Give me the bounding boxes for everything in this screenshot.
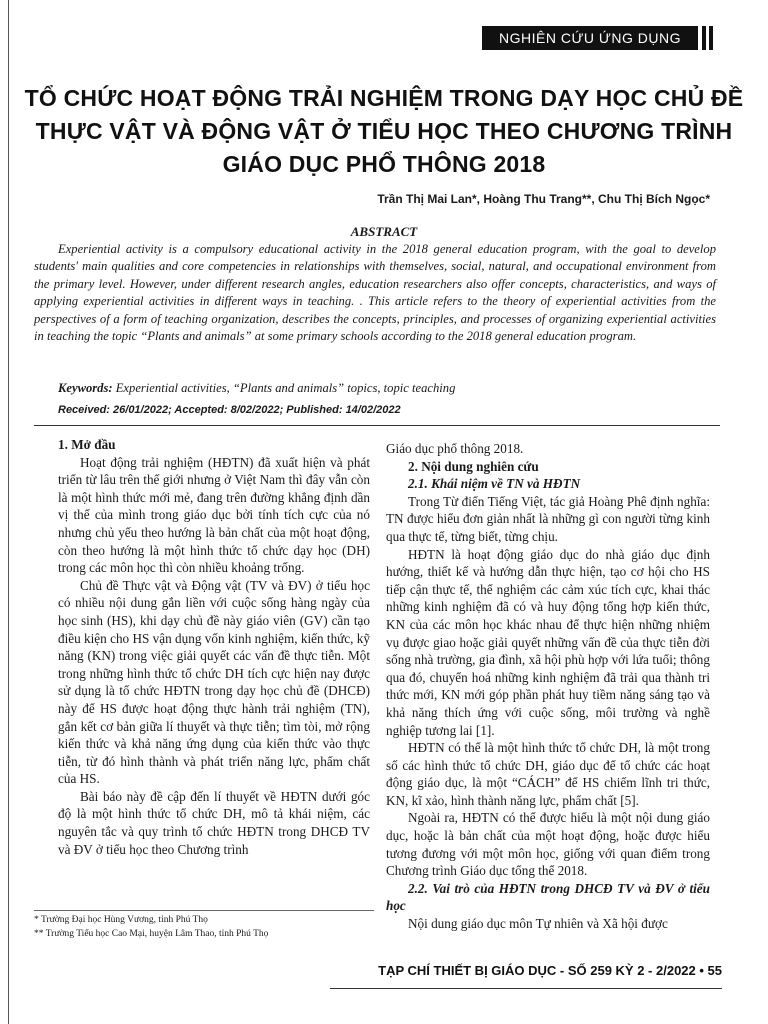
divider [34, 425, 720, 426]
subsection-heading: 2.1. Khái niệm về TN và HĐTN [408, 476, 581, 492]
paragraph: Hoạt động trải nghiệm (HĐTN) đã xuất hiện và phát triển từ lâu trên thế giới nhưng ở Việt Nam thì đây vẫn còn là một hình thức mới mẻ, đang trên đường khẳng định dần vị thế của mình trong giáo dục bởi tính tích cực của nó nhưng chủ yếu theo hướng là bản chất của một hoạt động, còn theo hướng là một hình thức tổ chức dạy học (DH) trong các môn học thì còn nhiều khoảng trống. [58, 454, 370, 576]
article-title: TỔ CHỨC HOẠT ĐỘNG TRẢI NGHIỆM TRONG DẠY HỌC CHỦ ĐỀ THỰC VẬT VÀ ĐỘNG VẬT Ở TIỂU HỌC THEO CHƯƠNG TRÌNH GIÁO DỤC PHỔ THÔNG 2018 [24, 85, 744, 177]
keywords [58, 381, 718, 396]
footnote: * Trường Đại học Hùng Vương, tỉnh Phú Thọ [34, 915, 208, 925]
keywords-label: Keywords: [58, 381, 113, 395]
paragraph: HĐTN có thể là một hình thức tổ chức DH, là một trong số các hình thức tổ chức DH, giáo dục để tổ chức các hoạt động giáo dục, là một “CÁCH” để HS chiếm lĩnh tri thức, KN, kĩ xảo, hình thành năng lực, phẩm chất [5]. [386, 740, 710, 808]
section-tag: NGHIÊN CỨU ỨNG DỤNG [482, 26, 698, 50]
paragraph: Nội dung giáo dục môn Tự nhiên và Xã hội được [408, 916, 668, 932]
paragraph-continuation: Giáo dục phổ thông 2018. [386, 441, 524, 456]
section-heading: 2. Nội dung nghiên cứu [408, 458, 539, 474]
section-heading: 1. Mở đầu [58, 437, 116, 452]
paragraph: Trong Từ điển Tiếng Việt, tác giả Hoàng Phê định nghĩa: TN được hiểu đơn giản nhất là những gì con người từng kinh qua thực tế, từng biết, từng chịu. [386, 493, 710, 544]
paragraph: Bài báo này đề cập đến lí thuyết về HĐTN dưới góc độ là một hình thức tổ chức DH, mô tả khái niệm, các nguyên tắc và quy trình tổ chức HĐTN trong DHCĐ TV và ĐV ở tiểu học theo Chương trình [58, 788, 370, 857]
keywords-text: Experiential activities, “Plants and animals” topics, topic teaching [115, 381, 456, 395]
footnote: ** Trường Tiểu học Cao Mại, huyện Lâm Thao, tỉnh Phú Thọ [34, 929, 269, 939]
page-edge-line [8, 0, 9, 1024]
paragraph: Ngoài ra, HĐTN có thể được hiểu là một nội dung giáo dục, hoặc là bản chất của một hoạt động, hoặc được hiểu tương đương với một môn học, giống với quan điểm trong Chương trình Giáo dục tổng thể 2018. [386, 810, 710, 879]
paragraph: HĐTN là hoạt động giáo dục do nhà giáo dục định hướng, thiết kế và hướng dẫn thực hiện, tạo cơ hội cho HS tiếp cận thực tế, thể nghiệm các cảm xúc tích cực, khai thác những kinh nghiệm đã có và huy động tổng hợp kiến thức, KN của các môn học khác nhau để thực hiện những nhiệm vụ được giao hoặc giải quyết những vấn đề của thực tiễn đời sống nhà trường, gia đình, xã hội phù hợp với lứa tuổi; thông qua đó, chuyển hoá những kinh nghiệm đã trải qua thành tri thức mới, KN mới góp phần phát huy tiềm năng sáng tạo và khả năng thích ứng với cuộc sống, môi trường và nghề nghiệp tương lai [1]. [386, 546, 710, 738]
subsection-heading: 2.2. Vai trò của HĐTN trong DHCĐ TV và ĐV ở tiểu học [386, 880, 710, 914]
journal-footer: TẠP CHÍ THIẾT BỊ GIÁO DỤC - SỐ 259 KỲ 2 - 2/2022 • 55 [378, 963, 722, 978]
body-column-left [58, 436, 370, 858]
section-tag-bar [709, 26, 713, 50]
abstract-heading: ABSTRACT [350, 224, 418, 239]
body-column-right [386, 440, 710, 933]
section-tag-bar [702, 26, 706, 50]
footer-rule [330, 988, 722, 989]
publication-dates: Received: 26/01/2022; Accepted: 8/02/2022; Published: 14/02/2022 [58, 404, 401, 416]
footnotes [34, 910, 374, 941]
paragraph: Chủ đề Thực vật và Động vật (TV và ĐV) ở tiểu học có nhiều nội dung gắn liền với cuộc sống hàng ngày của học sinh (HS), khi dạy chủ đề này giáo viên (GV) cần tạo điều kiện cho HS vận dụng vốn kinh nghiệm, kiến thức, kỹ năng (KN) trong việc giải quyết các vấn đề thực tiễn. Một trong những hình thức tổ chức DH tích cực hiện nay được sử dụng là tổ chức HĐTN trong dạy học chủ đề (DHCĐ) này để HS được hoạt động thực hành trải nghiệm (TN), gắn kết cơ bản giữa lí thuyết và thực tiễn; tìm tòi, mở rộng kiến thức và khả năng ứng dụng của kiến thức vào thực tiễn, từ đó hình thành và phát triển năng lực, phẩm chất của HS. [58, 577, 370, 787]
abstract-text: Experiential activity is a compulsory educational activity in the 2018 general education program, with the goal to develop students' main qualities and core competencies in relationships with themselves, social, natural, and occupational environment from the primary level. However, under different research angles, education researchers also offer concepts, characteristics, and ways of applying experiential activities in different ways in teaching. . This article refers to the theory of experiential activities from the perspectives of a form of teaching organization, describes the concepts, principles, and processes of organizing experiential activities in teaching the topic “Plants and animals” at some primary schools according to the 2018 general education program. [34, 242, 716, 344]
article-authors: Trần Thị Mai Lan*, Hoàng Thu Trang**, Chu Thị Bích Ngọc* [377, 192, 710, 206]
